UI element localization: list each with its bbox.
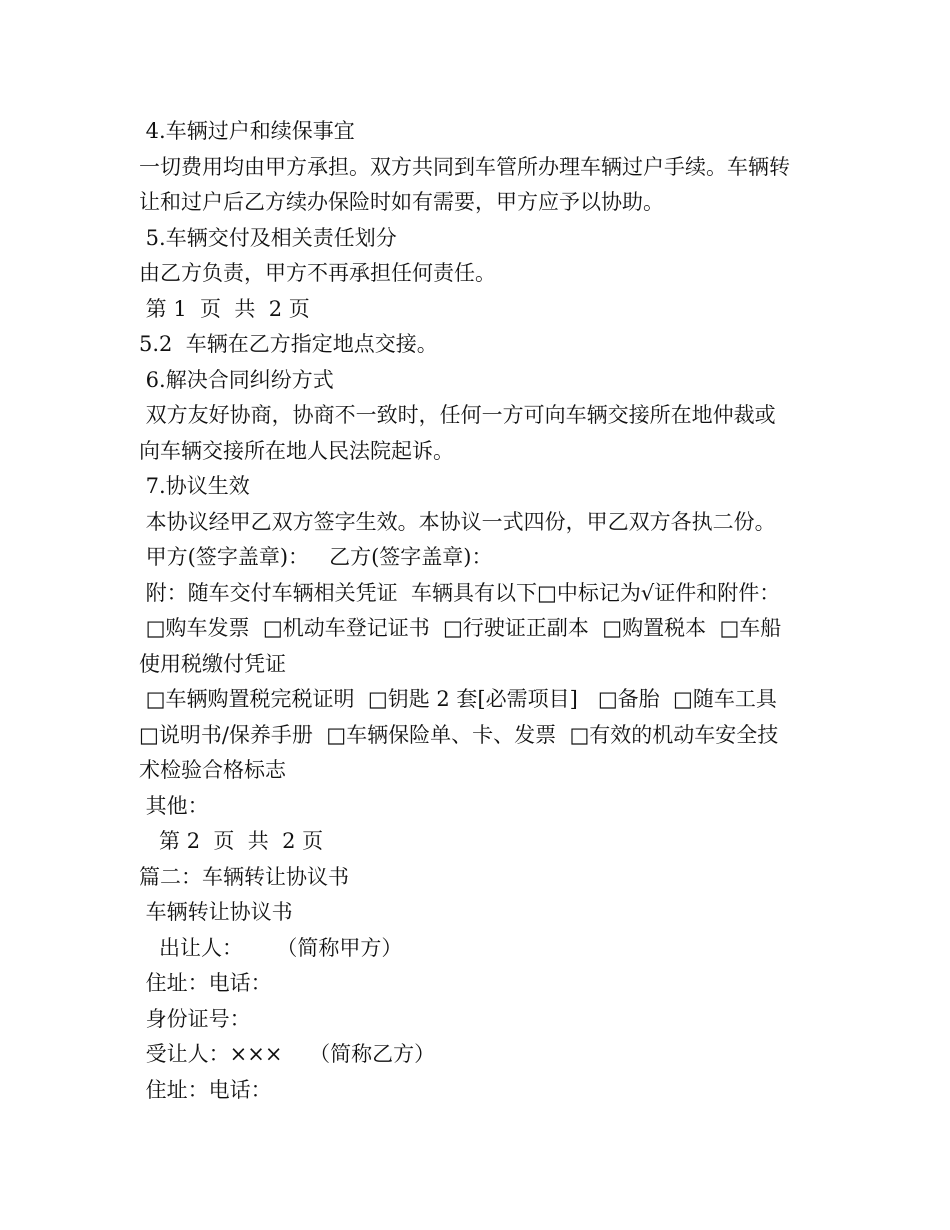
address-phone-field: 住址：电话： <box>139 971 272 995</box>
paragraph-line: 本协议经甲乙双方签字生效。本协议一式四份，甲乙双方各执二份。 <box>139 509 776 534</box>
checklist-line: □车辆购置税完税证明 □钥匙 2 套[必需项目] □备胎 □随车工具 <box>139 687 777 711</box>
checklist-line: □说明书/保养手册 □车辆保险单、卡、发票 □有效的机动车安全技 <box>139 722 779 747</box>
paragraph-line: 5.2 车辆在乙方指定地点交接。 <box>139 332 438 356</box>
other-label: 其他： <box>139 793 209 818</box>
transferee-field: 受让人：××× （简称乙方） <box>139 1042 436 1066</box>
address-phone-field: 住址：电话： <box>139 1077 272 1102</box>
paragraph-line: 双方友好协商，协商不一致时，任何一方可向车辆交接所在地仲裁或 <box>139 403 776 427</box>
document-title: 车辆转让协议书 <box>139 900 293 924</box>
paragraph-line: 向车辆交接所在地人民法院起诉。 <box>139 438 454 463</box>
transferor-field: 出让人： （简称甲方） <box>139 935 403 960</box>
section-heading-effect: 7.协议生效 <box>139 474 250 498</box>
paragraph-line: 一切费用均由甲方承担。双方共同到车管所办理车辆过户手续。车辆转 <box>139 154 790 179</box>
section-heading-dispute: 6.解决合同纠纷方式 <box>139 367 334 392</box>
page-number: 第 2 页 共 2 页 <box>139 829 324 853</box>
page-number: 第 1 页 共 2 页 <box>139 296 310 321</box>
chapter-heading: 篇二：车辆转让协议书 <box>139 864 349 889</box>
paragraph-line: 由乙方负责，甲方不再承担任何责任。 <box>139 261 496 285</box>
paragraph-line: 让和过户后乙方续办保险时如有需要，甲方应予以协助。 <box>139 190 664 214</box>
checklist-line: □购车发票 □机动车登记证书 □行驶证正副本 □购置税本 □车船 <box>139 616 782 640</box>
document-body <box>139 114 819 1108</box>
checklist-line: 使用税缴付凭证 <box>139 651 286 676</box>
id-number-field: 身份证号： <box>139 1006 251 1031</box>
section-heading-delivery: 5.车辆交付及相关责任划分 <box>139 225 397 250</box>
signature-line: 甲方(签字盖章)： 乙方(签字盖章)： <box>139 545 493 569</box>
attachment-intro: 附：随车交付车辆相关凭证 车辆具有以下□中标记为√证件和附件： <box>139 580 781 605</box>
checklist-line: 术检验合格标志 <box>139 758 286 782</box>
section-heading-transfer-insurance: 4.车辆过户和续保事宜 <box>139 119 355 143</box>
